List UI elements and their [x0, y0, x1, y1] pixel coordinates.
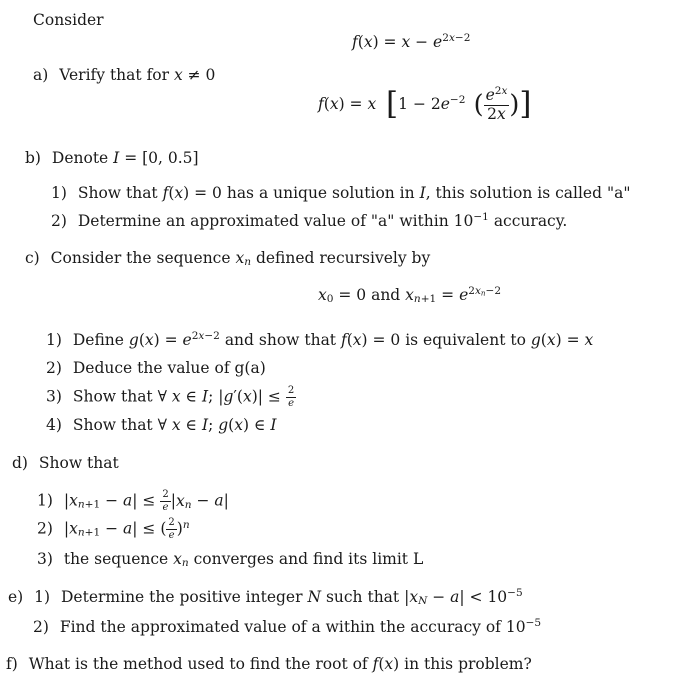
part-d-item-3: 3) the sequence $x_n$ converges and find its limit L: [37, 550, 424, 570]
part-c-item-4: 4) Show that ∀ x ∈ I; g(x) ∈ I: [46, 416, 277, 434]
part-f-question: f) What is the method used to find the root of f(x) in this problem?: [6, 655, 532, 673]
part-c-item-1: 1) Define $g(x) = e^{2x-2}$ and show that f(x) = 0 is equivalent to g(x) = x: [46, 330, 594, 349]
part-b-heading: b) Denote I = [0, 0.5]: [25, 149, 199, 167]
part-a-heading: a) Verify that for x ≠ 0: [33, 66, 216, 84]
intro-label: Consider: [33, 11, 104, 29]
part-e-item-2: 2) Find the approximated value of a within the accuracy of $10^{-5}$: [33, 617, 542, 636]
part-a-formula: f(x) = x [$1 - 2e^{-2}$ ( $\frac{e^{2x}}{2x}$ )]: [318, 85, 532, 123]
part-c-item-2: 2) Deduce the value of g(a): [46, 359, 266, 377]
part-b-item-2: 2) Determine an approximated value of "a" within $10^{-1}$ accuracy.: [51, 211, 568, 230]
part-d-item-2: 2) $|x_{n+1} - a|$ ≤ ( $\frac{2}{e}$ )$^n$: [37, 517, 190, 542]
part-e-item-1: e) 1) Determine the positive integer N such that $|x_N - a| < 10^{-5}$: [8, 587, 523, 608]
part-d-item-1: 1) $|x_{n+1} - a|$ ≤ $\frac{2}{e}$ $|x_n - a|$: [37, 489, 229, 514]
part-c-item-3: 3) Show that ∀ x ∈ I; |g′(x)| ≤ $\frac{2}{e}$: [46, 385, 295, 410]
part-b-item-1: 1) Show that f(x) = 0 has a unique solution in I, this solution is called "a": [51, 184, 631, 202]
function-definition: $f(x) = x - e^{2x-2}$: [352, 32, 471, 51]
part-d-heading: d) Show that: [12, 454, 119, 472]
recursion-formula: $x_0 = 0$ and $x_{n+1} = e^{2x_n-2}$: [318, 285, 502, 306]
part-c-heading: c) Consider the sequence $x_n$ defined recursively by: [25, 249, 431, 269]
